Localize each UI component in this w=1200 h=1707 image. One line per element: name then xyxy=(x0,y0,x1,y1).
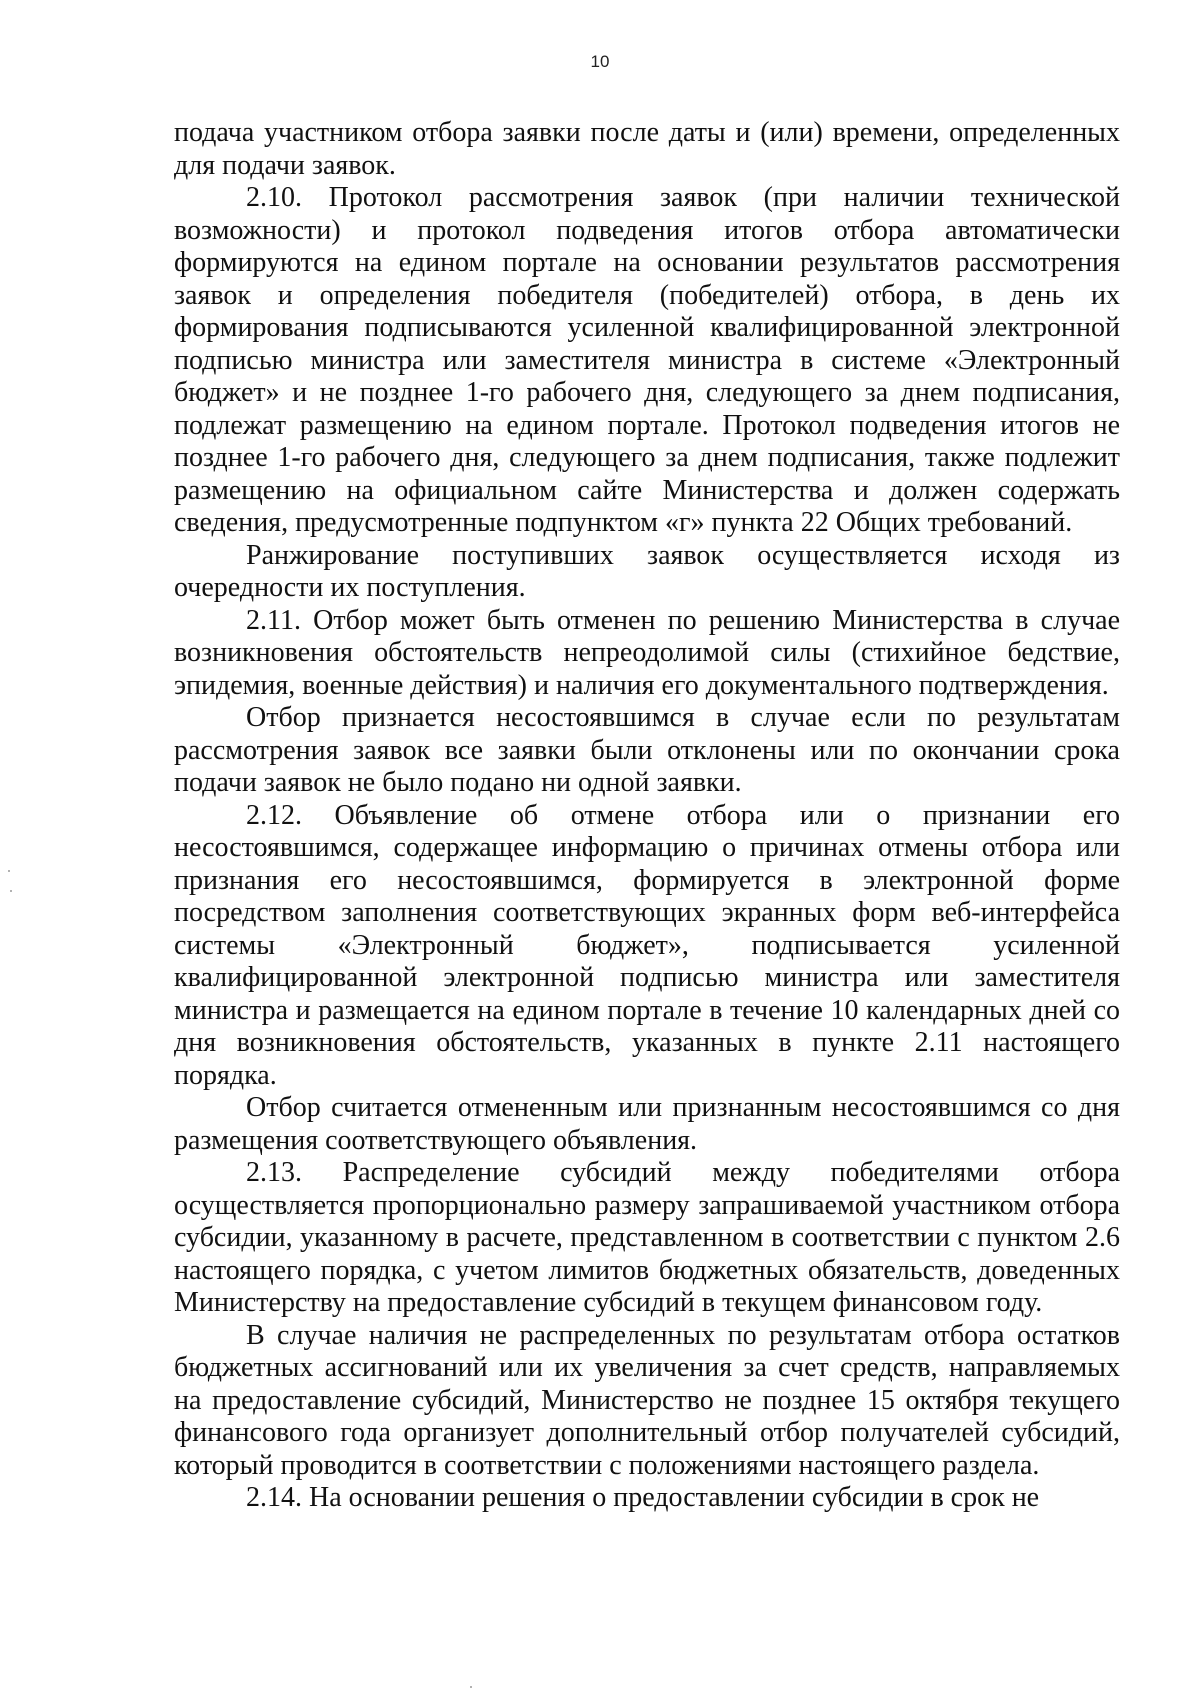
document-body xyxy=(174,117,1120,1515)
paragraph-cancellation-date: Отбор считается отмененным или признанным несостоявшимся со дня размещения соответствующего объявления. xyxy=(174,1092,1120,1156)
paragraph-2-13-distribution: 2.13. Распределение субсидий между победителями отбора осуществляется пропорционально размеру запрашиваемой участником отбора субсидии, указанному в расчете, представленном в соответствии с пунктом 2.6 настоящего порядка, с учетом лимитов бюджетных обязательств, доведенных Министерству на предоставление субсидий в текущем финансовом году. xyxy=(174,1157,1120,1318)
paragraph-failed-selection: Отбор признается несостоявшимся в случае если по результатам рассмотрения заявок все заявки были отклонены или по окончании срока подачи заявок не было подано ни одной заявки. xyxy=(174,702,1120,798)
scan-speck xyxy=(10,890,12,892)
paragraph-2-10-protocol: 2.10. Протокол рассмотрения заявок (при наличии технической возможности) и протокол подведения итогов отбора автоматически формируются на едином портале на основании результатов рассмотрения заявок и определения победителя (победителей) отбора, в день их формирования подписываются усиленной квалифицированной электронной подписью министра или заместителя министра в системе «Электронный бюджет» и не позднее 1-го рабочего дня, следующего за днем подписания, подлежат размещению на едином портале. Протокол подведения итогов не позднее 1-го рабочего дня, следующего за днем подписания, также подлежит размещению на официальном сайте Министерства и должен содержать сведения, предусмотренные подпунктом «г» пункта 22 Общих требований. xyxy=(174,182,1120,538)
paragraph-continuation: подача участником отбора заявки после даты и (или) времени, определенных для подачи заявок. xyxy=(174,117,1120,181)
paragraph-additional-selection: В случае наличия не распределенных по результатам отбора остатков бюджетных ассигнований или их увеличения за счет средств, направляемых на предоставление субсидий, Министерство не позднее 15 октября текущего финансового года организует дополнительный отбор получателей субсидий, который проводится в соответствии с положениями настоящего раздела. xyxy=(174,1319,1120,1481)
page-number: 10 xyxy=(590,52,610,71)
paragraph-ranking: Ранжирование поступивших заявок осуществляется исходя из очередности их поступления. xyxy=(174,539,1120,603)
paragraph-2-14-decision: 2.14. На основании решения о предоставлении субсидии в срок не xyxy=(246,1482,1040,1513)
paragraph-2-12-announcement: 2.12. Объявление об отмене отбора или о признании его несостоявшимся, содержащее информацию о причинах отмены отбора или признания его несостоявшимся, формируется в электронной форме посредством заполнения соответствующих экранных форм веб-интерфейса системы «Электронный бюджет», подписывается усиленной квалифицированной электронной подписью министра или заместителя министра и размещается на едином портале в течение 10 календарных дней со дня возникновения обстоятельств, указанных в пункте 2.11 настоящего порядка. xyxy=(174,799,1120,1091)
scan-speck xyxy=(8,870,10,872)
paragraph-2-11-cancellation: 2.11. Отбор может быть отменен по решению Министерства в случае возникновения обстоятельств непреодолимой силы (стихийное бедствие, эпидемия, военные действия) и наличия его документального подтверждения. xyxy=(174,604,1120,701)
scan-speck xyxy=(470,1686,472,1688)
